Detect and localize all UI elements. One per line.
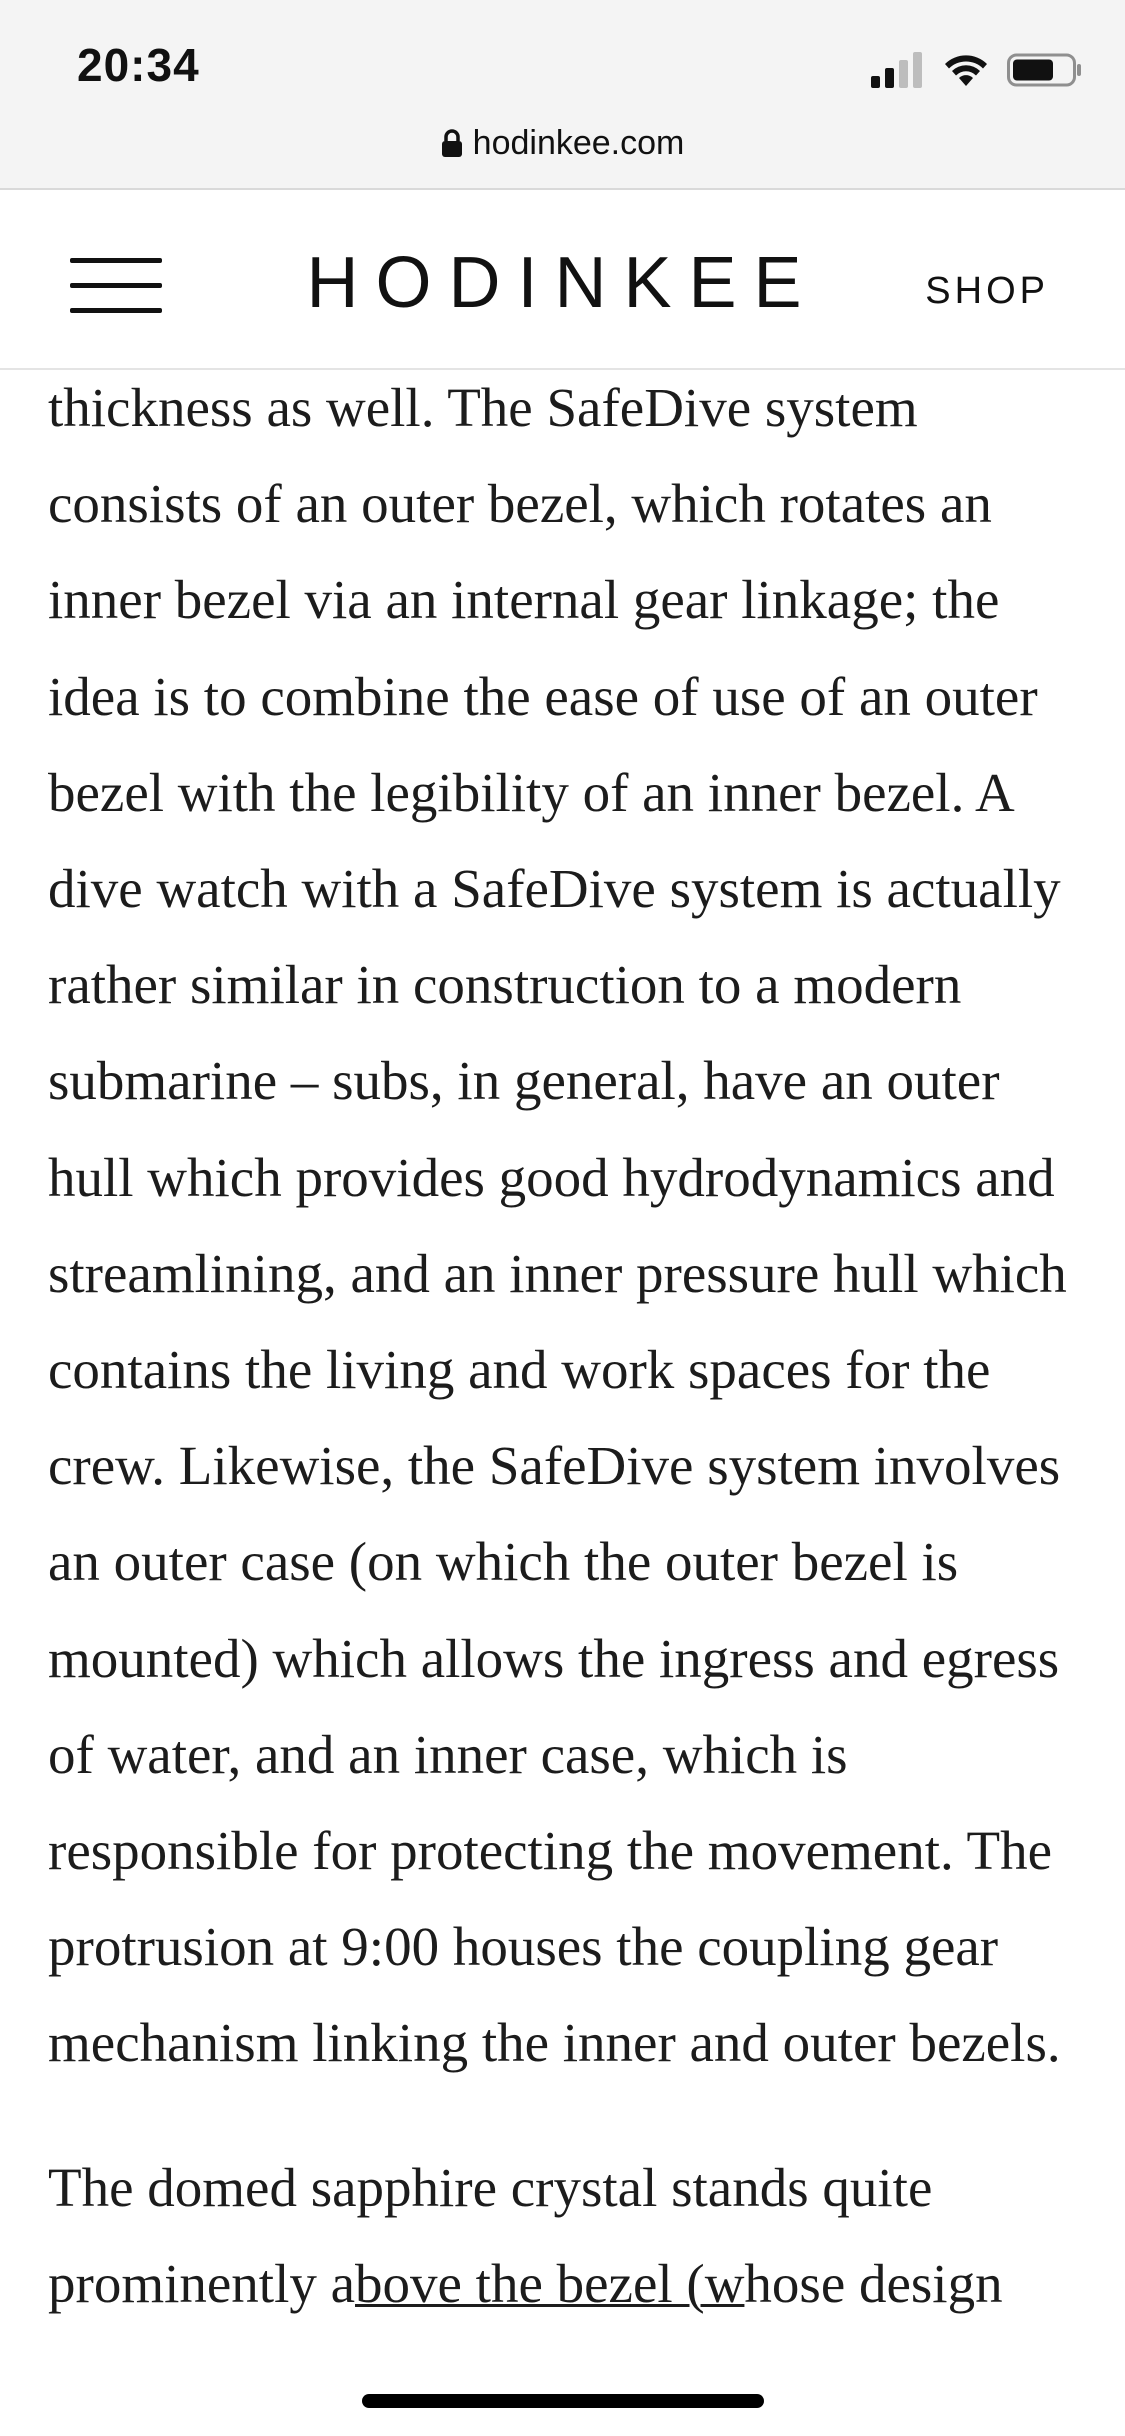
hamburger-menu-icon[interactable] (70, 258, 162, 314)
lock-icon (441, 128, 463, 158)
article-paragraph (48, 2140, 1088, 2332)
clock: 20:34 (77, 39, 200, 91)
home-indicator[interactable] (362, 2394, 764, 2408)
battery-icon (1007, 52, 1083, 88)
wifi-icon (943, 52, 989, 88)
inline-link[interactable]: bove the bezel (w (355, 2252, 745, 2314)
status-bar (0, 0, 1125, 190)
url-text: hodinkee.com (472, 123, 685, 162)
shop-link[interactable]: SHOP (925, 270, 1049, 312)
address-bar[interactable] (0, 118, 1125, 168)
site-header (0, 190, 1125, 370)
paragraph-text: hose design (744, 2252, 1003, 2314)
article-paragraph: thickness as well. The SafeDive system consists of an outer bezel, which rotates an inner bezel via an internal gear linkage; the idea is to combine the ease of use of an outer bezel with the legibility of an inner bezel. A dive watch with a SafeDive system is actually rather similar in construction to a modern submarine – subs, in general, have an outer hull which provides good hydrodynamics and streamlining, and an inner pressure hull which contains the living and work spaces for the crew. Likewise, the SafeDive system involves an outer case (on which the outer bezel is mounted) which allows the ingress and egress of water, and an inner case, which is responsible for protecting the movement. The protrusion at 9:00 houses the coupling gear mechanism linking the inner and outer bezels. (48, 377, 1067, 2074)
logo-text[interactable]: HODINKEE (306, 243, 819, 323)
status-icons (871, 50, 1083, 90)
paragraph-text: The domed sapphire crystal stands quite prominently a (48, 2156, 933, 2314)
article-body (48, 370, 1088, 2332)
cellular-signal-icon (871, 52, 925, 88)
